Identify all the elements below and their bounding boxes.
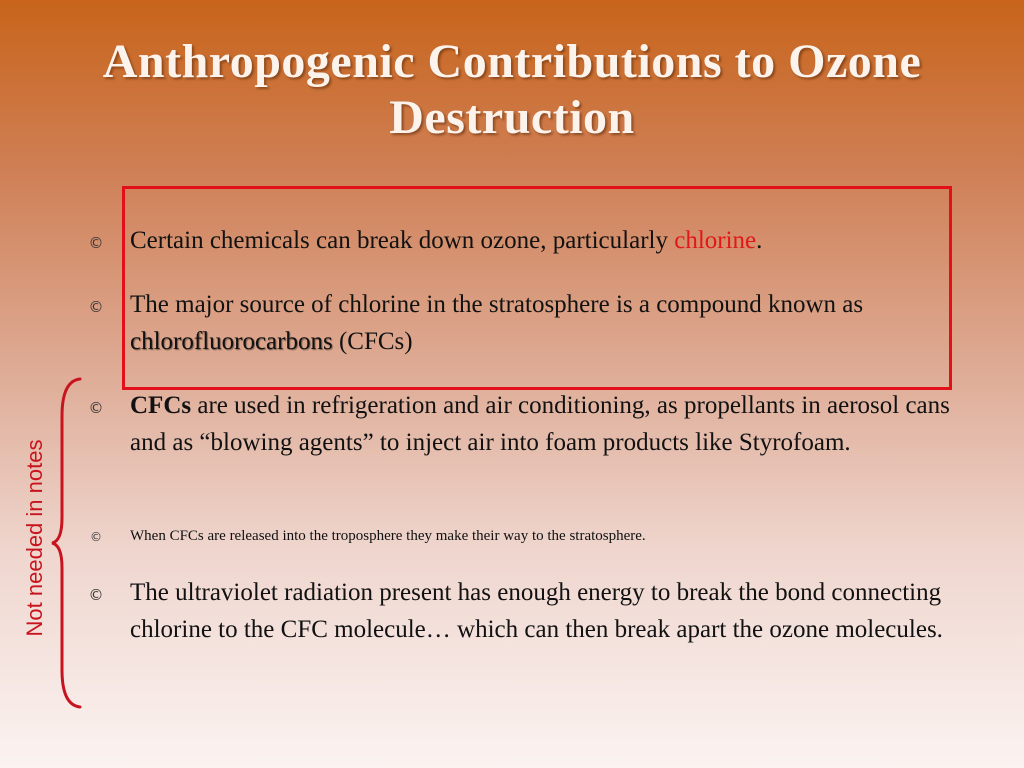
bullet-text: The ultraviolet radiation present has enough energy to break the bond connecting chlorine to the CFC molecule… which can then break apart the ozone molecules. (130, 579, 943, 643)
term-cfcs: CFCs (130, 392, 192, 419)
bullet-marker-icon: © (88, 399, 104, 417)
bullet-marker-icon: © (88, 234, 104, 252)
bullet-text-before: Certain chemicals can break down ozone, particularly (130, 227, 675, 254)
bullet-text-after: (CFCs) (332, 328, 413, 355)
bullet-marker-icon: © (88, 298, 104, 316)
bullet-marker-icon: © (88, 586, 104, 604)
slide-title-line-2: Destruction (389, 91, 635, 144)
slide-title (0, 34, 1024, 146)
bullet-marker-icon: © (90, 530, 102, 544)
highlight-box (122, 186, 952, 390)
bullet-text-before: The major source of chlorine in the stratosphere is a compound known as (130, 291, 864, 318)
term-chlorine: chlorine (674, 227, 757, 254)
bullet-text-rest: are used in refrigeration and air conditioning, as propellants in aerosol cans and as “blowing agents” to inject air into foam products like Styrofoam. (130, 392, 950, 456)
bullet-text: When CFCs are released into the troposphere they make their way to the stratosphere. (130, 528, 646, 544)
slide-title-line-1: Anthropogenic Contributions to Ozone (102, 35, 922, 88)
bullet-text (130, 387, 965, 461)
term-chlorofluorocarbons: chlorofluorocarbons (130, 328, 333, 355)
side-note-not-needed: Not needed in notes (22, 439, 47, 637)
bullet-text-after: . (756, 227, 763, 254)
curly-brace-icon (50, 376, 86, 710)
